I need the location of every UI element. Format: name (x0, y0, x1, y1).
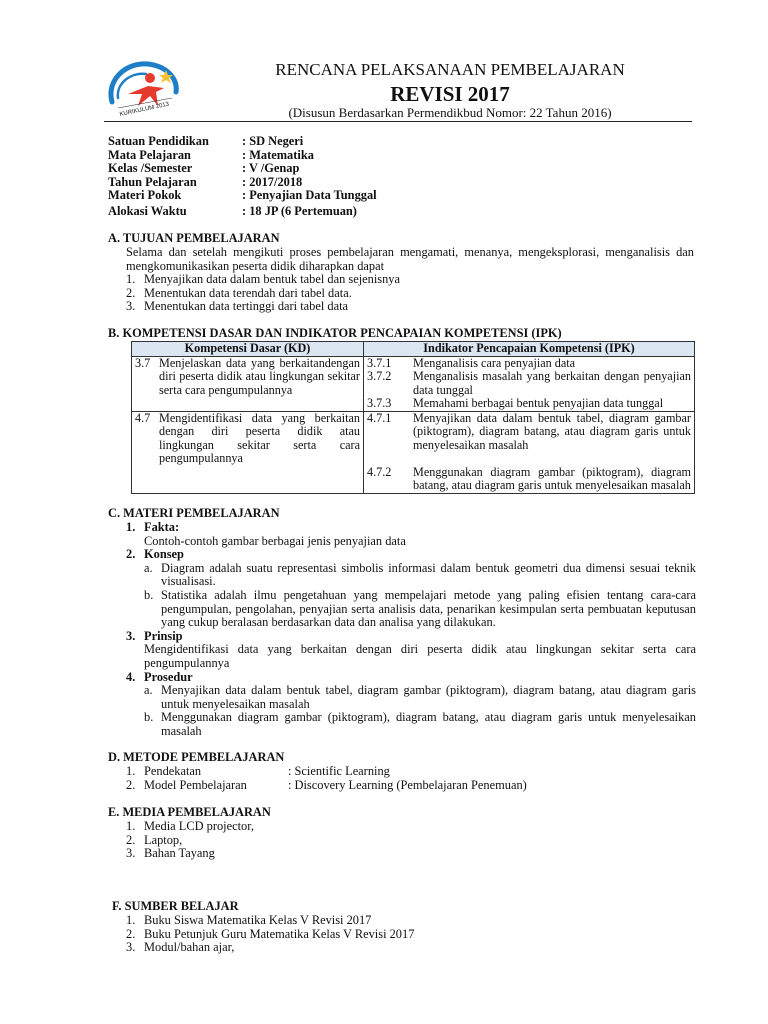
kd-column-header: Kompetensi Dasar (KD) (132, 342, 364, 357)
doc-note: (Disusun Berdasarkan Permendikbud Nomor: 22 Tahun 2016) (288, 105, 612, 120)
list-item: 3. Menentukan data tertinggi dari tabel data (126, 299, 349, 314)
prosedur-point: a. Menyajikan data dalam bentuk tabel, diagram gambar (piktogram), diagram batang, atau diagram garis untuk menyelesaikan masalah (144, 683, 696, 711)
section-c-body (126, 521, 696, 739)
doc-title: RENCANA PELAKSANAAN PEMBELAJARAN (275, 60, 625, 79)
identity-row: Kelas /Semester : V /Genap (108, 161, 300, 176)
prinsip-text: Mengidentifikasi data yang berkaitan dengan diri peserta didik atau lingkungan sekitar serta cara pengumpulannya (144, 642, 696, 670)
identity-row: Satuan Pendidikan : SD Negeri (108, 134, 304, 148)
list-item: 1. Pendekatan : Scientific Learning (126, 764, 390, 778)
identity-row: Materi Pokok : Penyajian Data Tunggal (108, 188, 377, 203)
section-e-heading: E. MEDIA PEMBELAJARAN (108, 805, 271, 819)
kd-cell: 3.7 Menjelaskan data yang berkaitandengan diri peserta didik atau lingkungan sekitar serta cara pengumpulannya (132, 356, 364, 411)
ipk-cell: 3.7.1 Menganalisis cara penyajian data 3.7.2 Menganalisis masalah yang berkaitan dengan penyajian data tunggal 3.7.3 Memahami berbagai bentuk penyajian data tunggal (364, 356, 695, 411)
prinsip-item: 3. Prinsip (126, 628, 183, 643)
konsep-point: a. Diagram adalah suatu representasi simbolis informasi dalam bentuk geometri dua dimensi sesuai teknik visualisasi. (144, 560, 696, 589)
svg-text:KURIKULUM 2013: KURIKULUM 2013 (119, 101, 170, 118)
section-a-list (126, 273, 694, 314)
konsep-point: b. Statistika adalah ilmu pengetahuan yang mempelajari metode yang paling efisien tentang cara-cara pengumpulan, pengolahan, penyajian serta analisis data, penarikan kesimpulan serta pembuatan keputusan yang cukup beralasan berdasarkan data dan analisa yang dilakukan. (144, 587, 696, 630)
fakta-item: 1. Fakta: (126, 520, 180, 534)
list-item: 2. Buku Petunjuk Guru Matematika Kelas V Revisi 2017 (126, 926, 415, 941)
header-divider (104, 121, 692, 122)
konsep-item: 2. Konsep (126, 547, 184, 562)
fakta-text: Contoh-contoh gambar berbagai jenis penyajian data (144, 533, 406, 548)
doc-subtitle: REVISI 2017 (390, 82, 510, 106)
section-f-list (126, 914, 686, 955)
list-item: 2. Menentukan data terendah dari tabel data. (126, 285, 352, 300)
list-item: 2. Model Pembelajaran : Discovery Learning (Pembelajaran Penemuan) (126, 777, 527, 792)
section-d-list (126, 765, 686, 792)
list-item: 1. Buku Siswa Matematika Kelas V Revisi 2017 (126, 913, 372, 927)
identity-block (108, 135, 508, 219)
list-item: 1. Menyajikan data dalam bentuk tabel dan sejenisnya (126, 272, 400, 286)
section-c-heading: C. MATERI PEMBELAJARAN (108, 506, 280, 520)
section-e-list (126, 820, 686, 861)
ipk-cell: 4.7.1 Menyajikan data dalam bentuk tabel, diagram gambar (piktogram), diagram batang, atau diagram garis untuk menyelesaikan masalah 4.7.2 Menggunakan diagram gambar (piktogram), diagram batang, atau diagram garis untuk menyelesaikan masalah (364, 411, 695, 493)
list-item: 1. Media LCD projector, (126, 819, 254, 833)
identity-row: Mata Pelajaran : Matematika (108, 147, 314, 162)
prosedur-point: b. Menggunakan diagram gambar (piktogram), diagram batang, atau diagram garis untuk menyelesaikan masalah (144, 710, 696, 738)
ipk-column-header: Indikator Pencapaian Kompetensi (IPK) (364, 342, 695, 357)
section-b-heading: B. KOMPETENSI DASAR DAN INDIKATOR PENCAPAIAN KOMPETENSI (IPK) (108, 326, 562, 340)
kurikulum-2013-logo (104, 58, 184, 120)
prosedur-item: 4. Prosedur (126, 669, 193, 684)
table-row (132, 411, 695, 493)
section-f-heading: F. SUMBER BELAJAR (112, 899, 239, 913)
kd-cell: 4.7 Mengidentifikasi data yang berkaitan dengan diri peserta didik atau lingkungan sekitar serta cara pengumpulannya (132, 411, 364, 493)
section-d-heading: D. METODE PEMBELAJARAN (108, 750, 285, 764)
table-header-row (132, 342, 695, 357)
list-item: 2. Laptop, (126, 832, 183, 847)
section-a-intro: Selama dan setelah mengikuti proses pembelajaran mengamati, menanya, mengeksplorasi, menganalisis dan mengkomunikasikan peserta didik diharapkan dapat (126, 245, 694, 273)
kd-ipk-table (131, 341, 695, 494)
list-item: 3. Bahan Tayang (126, 846, 215, 861)
table-row (132, 356, 695, 411)
identity-row: Tahun Pelajaran : 2017/2018 (108, 174, 303, 189)
list-item: 3. Modul/bahan ajar, (126, 940, 235, 955)
section-a-heading: A. TUJUAN PEMBELAJARAN (108, 231, 280, 245)
identity-row: Alokasi Waktu : 18 JP (6 Pertemuan) (108, 203, 357, 218)
